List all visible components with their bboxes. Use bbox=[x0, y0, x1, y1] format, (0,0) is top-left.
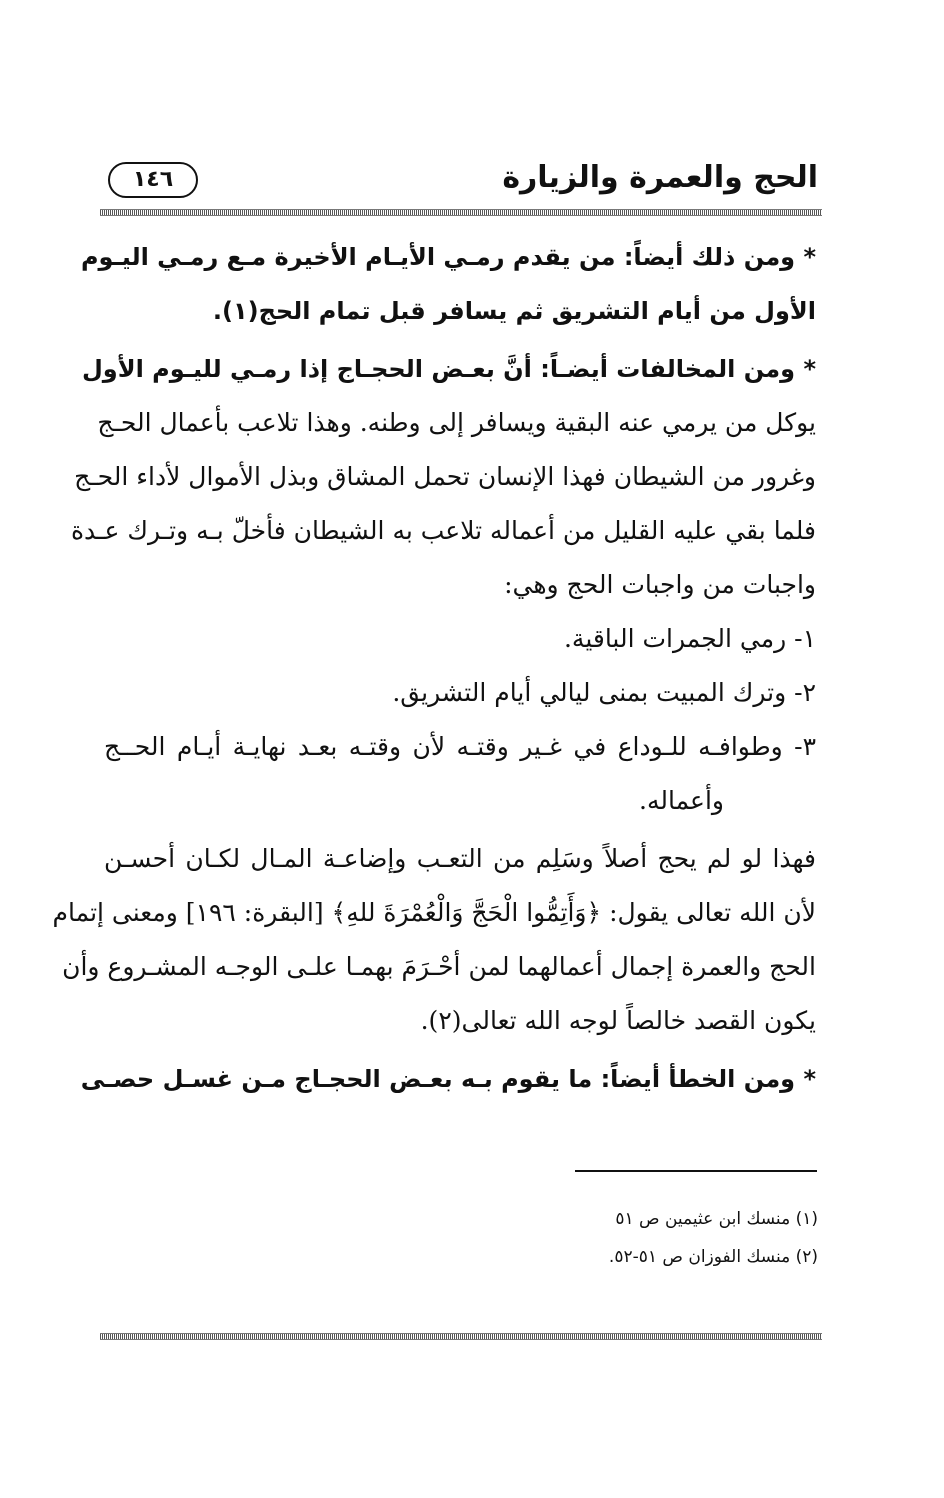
paragraph-line: يكون القصد خالصاً لوجه الله تعالى(٢). bbox=[420, 1006, 816, 1035]
paragraph-line: يوكل من يرمي عنه البقية ويسافر إلى وطنه. وهذا تلاعب بأعمال الحـج bbox=[97, 408, 816, 437]
book-title: الحج والعمرة والزيارة bbox=[502, 160, 818, 195]
list-item-continuation: وأعماله. bbox=[639, 786, 724, 815]
list-item: ٢- وترك المبيت بمنى ليالي أيام التشريق. bbox=[392, 678, 816, 707]
paragraph-line: فهذا لو لم يحج أصلاً وسَلِم من التعـب وإضاعـة المـال لكـان أحسـن bbox=[104, 844, 816, 873]
footer-rule bbox=[100, 1333, 822, 1340]
paragraph-line: الأول من أيام التشريق ثم يسافر قبل تمام الحج(١). bbox=[212, 297, 816, 325]
footnote: (١) منسك ابن عثيمين ص ٥١ bbox=[615, 1209, 818, 1229]
footnote-separator bbox=[575, 1170, 817, 1172]
header-rule bbox=[100, 209, 822, 216]
page-body bbox=[52, 230, 816, 1106]
page-header bbox=[100, 160, 818, 204]
page-number: ١٤٦ bbox=[108, 162, 198, 198]
paragraph-line: لأن الله تعالى يقول: ﴿وَأَتِمُّوا الْحَجَّ وَالْعُمْرَةَ للهِ﴾ [البقرة: ١٩٦] ومعنى إتمام bbox=[52, 898, 816, 927]
paragraph-line: * ومن ذلك أيضاً: من يقدم رمـي الأيـام الأخيرة مـع رمـي اليـوم bbox=[80, 243, 816, 271]
paragraph-line: * ومن الخطأ أيضاً: ما يقوم بـه بعـض الحجـاج مـن غسـل حصـى bbox=[80, 1065, 816, 1093]
list-item: ٣- وطوافـه للـوداع في غـير وقتـه لأن وقتـه بعـد نهايـة أيـام الحــج bbox=[104, 732, 816, 761]
paragraph-line: * ومن المخالفات أيضـاً: أنَّ بعـض الحجـاج إذا رمـي لليـوم الأول bbox=[81, 355, 816, 383]
paragraph-line: واجبات من واجبات الحج وهي: bbox=[504, 570, 816, 599]
footnotes bbox=[609, 1200, 818, 1276]
footnote: (٢) منسك الفوزان ص ٥١-٥٢. bbox=[608, 1247, 818, 1267]
list-item: ١- رمي الجمرات الباقية. bbox=[563, 624, 816, 653]
paragraph-line: فلما بقي عليه القليل من أعماله تلاعب به الشيطان فأخلّ بـه وتـرك عـدة bbox=[70, 516, 816, 545]
paragraph-line: وغرور من الشيطان فهذا الإنسان تحمل المشاق وبذل الأموال لأداء الحـج bbox=[74, 462, 816, 491]
paragraph-line: الحج والعمرة إجمال أعمالهما لمن أحْـرَمَ بهمـا علـى الوجـه المشـروع وأن bbox=[62, 952, 816, 981]
